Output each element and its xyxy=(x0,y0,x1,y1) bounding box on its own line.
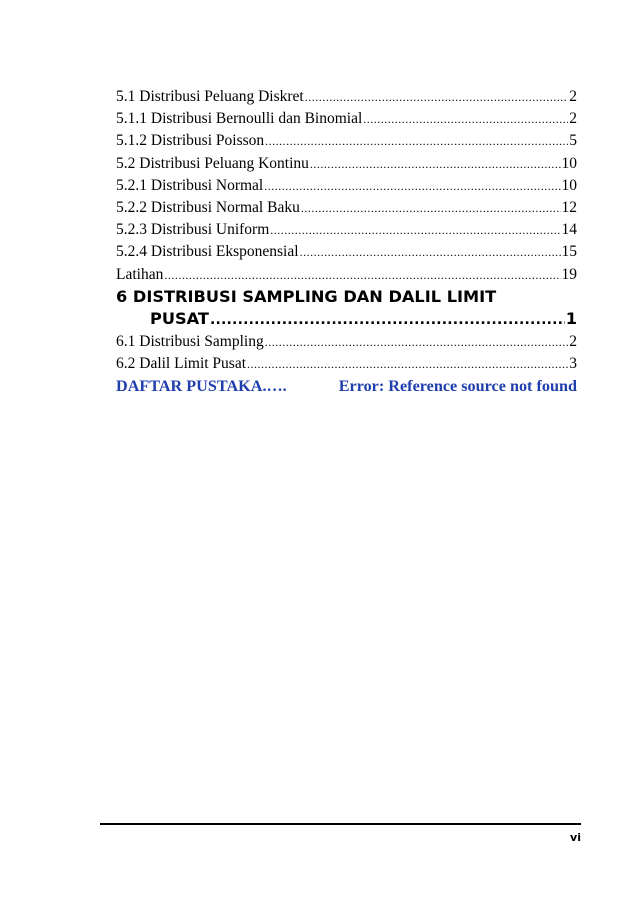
toc-entry[interactable] xyxy=(116,175,577,197)
dot-leader xyxy=(265,331,569,353)
chapter-title-line1: 6 DISTRIBUSI SAMPLING DAN DALIL LIMIT xyxy=(116,286,497,306)
toc-chapter-6[interactable] xyxy=(116,286,577,331)
toc-entry-page-number: 3 xyxy=(569,354,577,372)
toc-entry-page-number: 2 xyxy=(569,332,577,350)
table-of-contents xyxy=(116,86,577,398)
toc-entry-page-number: 12 xyxy=(561,198,577,216)
toc-entry-title: Latihan xyxy=(116,265,164,283)
toc-entry[interactable] xyxy=(116,241,577,263)
dot-leader xyxy=(264,175,560,197)
toc-entry[interactable] xyxy=(116,219,577,241)
toc-entry-title: 5.2 Distribusi Peluang Kontinu xyxy=(116,154,309,172)
dot-leader xyxy=(305,86,569,108)
toc-entry-title: 5.2.3 Distribusi Uniform xyxy=(116,221,270,239)
toc-entry-page-number: 5 xyxy=(569,132,577,150)
footer-divider xyxy=(100,823,581,825)
toc-entry-page-number: 14 xyxy=(561,221,577,239)
dot-leader xyxy=(363,108,568,130)
dot-leader xyxy=(300,241,561,263)
dot-leader xyxy=(301,197,561,219)
dot-leader xyxy=(247,353,568,375)
chapter-title-line2-text: PUSAT xyxy=(150,309,209,329)
toc-entry-page-number: 15 xyxy=(561,243,577,261)
toc-entry[interactable] xyxy=(116,353,577,375)
toc-entry[interactable] xyxy=(116,331,577,353)
bibliography-dots: .…. xyxy=(262,377,287,396)
reference-error-text: Error: Reference source not found xyxy=(338,377,577,396)
toc-entry-title: 5.2.4 Distribusi Eksponensial xyxy=(116,243,299,261)
toc-entry[interactable] xyxy=(116,130,577,152)
toc-entry[interactable] xyxy=(116,86,577,108)
chapter-page-number: 1 xyxy=(565,309,577,329)
dot-leader xyxy=(270,219,560,241)
toc-entry[interactable] xyxy=(116,197,577,219)
toc-entry-title: 5.1.1 Distribusi Bernoulli dan Binomial xyxy=(116,110,363,128)
bibliography-title: DAFTAR PUSTAKA xyxy=(116,377,263,396)
toc-entry[interactable] xyxy=(116,153,577,175)
toc-entry[interactable] xyxy=(116,108,577,130)
toc-entry[interactable] xyxy=(116,264,577,286)
toc-entry-page-number: 10 xyxy=(561,176,577,194)
toc-entry-page-number: 2 xyxy=(569,88,577,105)
toc-entry-title: 5.2.2 Distribusi Normal Baku xyxy=(116,198,300,216)
toc-entry-page-number: 10 xyxy=(561,154,577,172)
dot-leader xyxy=(210,309,565,331)
toc-entry-title: 6.2 Dalil Limit Pusat xyxy=(116,354,247,372)
toc-entry-page-number: 19 xyxy=(561,265,577,283)
toc-entry-title: 5.1.2 Distribusi Poisson xyxy=(116,132,265,150)
toc-section-chapter-5 xyxy=(116,86,577,286)
toc-section-chapter-6 xyxy=(116,331,577,375)
dot-leader xyxy=(164,264,560,286)
toc-entry-title: 5.2.1 Distribusi Normal xyxy=(116,176,264,194)
toc-entry-title: 6.1 Distribusi Sampling xyxy=(116,332,264,350)
toc-entry-title: 5.1 Distribusi Peluang Diskret xyxy=(116,88,304,105)
dot-leader xyxy=(310,153,561,175)
chapter-title-line2 xyxy=(116,308,577,331)
bibliography-title-group xyxy=(116,375,287,398)
dot-leader xyxy=(265,130,568,152)
toc-entry-page-number: 2 xyxy=(569,110,577,128)
footer-page-number: vi xyxy=(570,831,581,844)
toc-entry-bibliography[interactable] xyxy=(116,375,577,398)
